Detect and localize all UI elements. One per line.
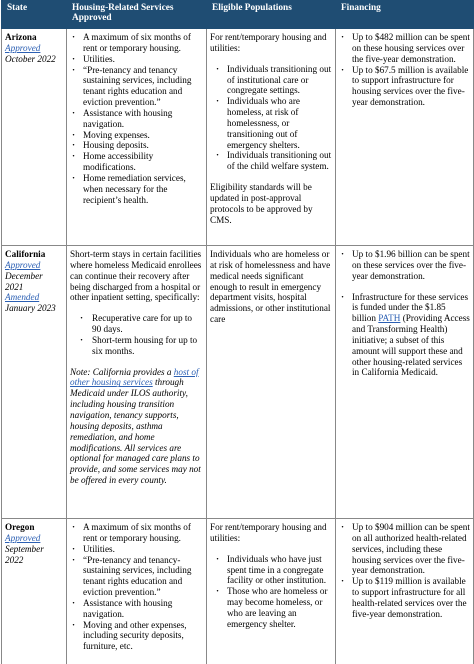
list-item: · Individuals who have just spent time in a congregate facility or other institution. <box>214 554 332 587</box>
list-item: · Individuals who are homeless, at risk of homelessness, or transitioning out of emergency shelters. <box>214 96 332 150</box>
list-item: · Up to $1.96 billion can be spent on these services over the five-year demonstration. <box>339 249 470 282</box>
amendment-date: January 2023 <box>5 303 56 314</box>
list-item: · Moving expenses. <box>70 130 203 141</box>
list-item: · Home accessibility modifications. <box>70 151 203 173</box>
list-item: · Utilities. <box>70 54 203 65</box>
path-link[interactable]: PATH <box>378 313 401 324</box>
financing-text: (Providing Access and Transforming Health) initiative; a subset of this amount will support these and other housing-related services in California Medicaid. <box>352 313 470 378</box>
header-financing: Financing <box>336 1 474 29</box>
list-item <box>339 292 470 379</box>
table-row-oregon <box>2 519 474 664</box>
financing-list <box>339 249 470 378</box>
list-item: · A maximum of six months of rent or temporary housing. <box>70 32 203 54</box>
services-list <box>70 313 203 356</box>
state-name: Oregon <box>5 522 35 532</box>
list-item: · “Pre-tenancy and tenancy sustaining services, including tenant rights education and eviction prevention.” <box>70 65 203 108</box>
eligible-cell <box>207 519 336 664</box>
list-item: · Individuals transitioning out of the child welfare system. <box>214 150 332 172</box>
note-text: through Medicaid under ILOS authority, including housing transition navigation, tenancy supports, housing deposits, asthma remediation, and home modifications. All services are optional for managed care plans to provide, and some services may not be offered in every county. <box>70 377 201 486</box>
header-state: State <box>2 1 67 29</box>
financing-cell <box>336 519 474 664</box>
financing-text: Infrastructure for these services is funded under the $1.85 billion <box>352 291 469 324</box>
services-intro: Short-term stays in certain facilities where homeless Medicaid enrollees can continue their recovery after being discharged from a hospital or other inpatient setting, specifically: <box>70 249 202 303</box>
list-item: · Individuals transitioning out of institutional care or congregate settings. <box>214 64 332 97</box>
other-housing-services-link[interactable]: host of other housing services <box>70 366 199 388</box>
table-row-california <box>2 246 474 519</box>
eligible-cell <box>207 246 336 519</box>
services-list <box>70 522 203 652</box>
housing-services-table <box>1 0 474 664</box>
list-item: · Recuperative care for up to 90 days. <box>70 313 203 335</box>
list-item: · Assistance with housing navigation. <box>70 108 203 130</box>
list-item: · “Pre-tenancy and tenancy-sustaining services, including tenant rights education and eviction prevention.” <box>70 555 203 598</box>
services-list <box>70 32 203 206</box>
list-item: · Housing deposits. <box>70 140 203 151</box>
services-note <box>70 367 203 486</box>
header-row <box>2 1 474 29</box>
eligible-intro: For rent/temporary housing and utilities: <box>210 32 327 53</box>
services-cell <box>67 29 207 246</box>
eligible-list <box>214 554 332 630</box>
services-cell <box>67 519 207 664</box>
services-cell <box>67 246 207 519</box>
state-name: California <box>5 249 46 259</box>
list-item: · Home remediation services, when necessary for the recipient’s health. <box>70 173 203 206</box>
eligible-intro: For rent/temporary housing and utilities: <box>210 522 327 543</box>
table-row-arizona <box>2 29 474 246</box>
approval-date: October 2022 <box>5 53 56 64</box>
financing-cell <box>336 29 474 246</box>
approval-date: September 2022 <box>5 543 44 565</box>
list-item: · A maximum of six months of rent or temporary housing. <box>70 522 203 544</box>
list-item: · Moving and other expenses, including security deposits, furniture, etc. <box>70 620 203 653</box>
financing-list <box>339 522 470 620</box>
approved-link[interactable]: Approved <box>5 259 41 270</box>
state-name: Arizona <box>5 32 37 42</box>
approved-link[interactable]: Approved <box>5 532 41 543</box>
state-cell <box>2 29 67 246</box>
eligible-cell <box>207 29 336 246</box>
header-eligible: Eligible Populations <box>207 1 336 29</box>
list-item: · Assistance with housing navigation. <box>70 598 203 620</box>
amended-link[interactable]: Amended <box>5 292 40 303</box>
list-item: · Up to $482 million can be spent on these housing services over the five-year demonstration. <box>339 32 470 65</box>
financing-list <box>339 32 470 108</box>
state-cell <box>2 519 67 664</box>
eligible-note: Eligibility standards will be updated in post-approval protocols to be approved by CMS. <box>210 182 313 225</box>
approval-date: December 2021 <box>5 270 43 292</box>
header-services: Housing-Related Services Approved <box>67 1 207 29</box>
list-item: · Up to $67.5 million is available to support infrastructure for housing services over the five-year demonstration. <box>339 65 470 108</box>
state-cell <box>2 246 67 519</box>
list-item: · Up to $904 million can be spent on all authorized health-related services, including these housing services over the five-year demonstration. <box>339 522 470 576</box>
eligible-text: Individuals who are homeless or at risk of homelessness and have medical needs significant enough to result in emergency department visits, hospital admissions, or other institutional care <box>210 249 331 325</box>
financing-cell <box>336 246 474 519</box>
list-item: · Up to $119 million is available to support infrastructure for all health-related services over the five-year demonstration. <box>339 576 470 619</box>
eligible-list <box>214 64 332 172</box>
list-item: · Utilities. <box>70 544 203 555</box>
note-text: Note: California provides a <box>70 366 174 377</box>
list-item: · Those who are homeless or may become homeless, or who are leaving an emergency shelter. <box>214 586 332 629</box>
approved-link[interactable]: Approved <box>5 42 41 53</box>
list-item: · Short-term housing for up to six months. <box>70 335 203 357</box>
